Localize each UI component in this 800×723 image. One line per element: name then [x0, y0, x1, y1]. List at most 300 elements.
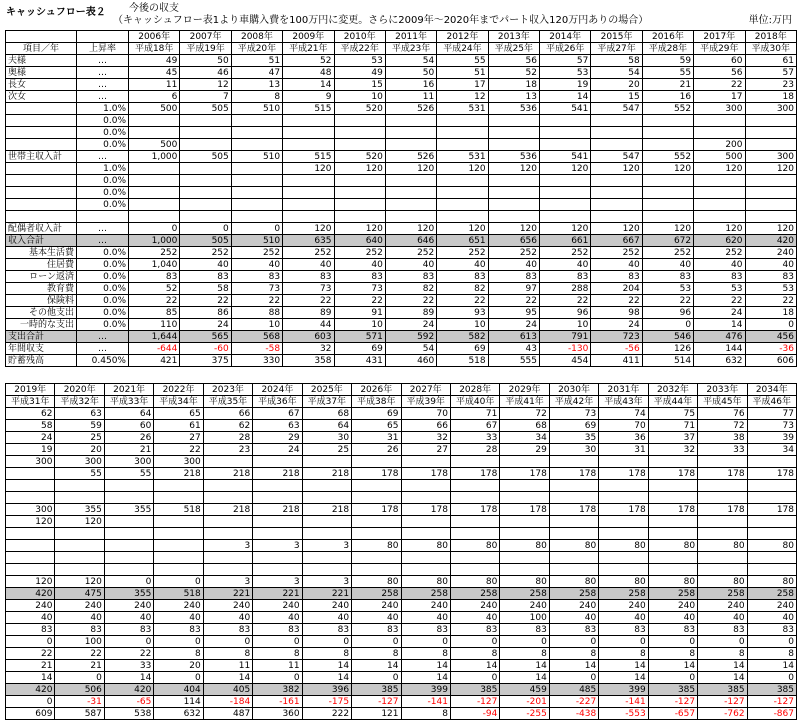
value-cell	[253, 564, 302, 576]
value-cell: 0	[6, 696, 55, 708]
value-cell: 80	[352, 540, 401, 552]
value-cell: 91	[334, 307, 385, 319]
value-cell: 65	[352, 420, 401, 432]
value-cell: 56	[488, 55, 539, 67]
value-cell	[591, 187, 642, 199]
value-cell: 531	[437, 151, 488, 163]
value-cell: 40	[450, 612, 499, 624]
era-header: 平成32年	[55, 396, 104, 408]
value-cell: 40	[694, 259, 745, 271]
value-cell	[694, 175, 745, 187]
value-cell: 51	[231, 55, 282, 67]
value-cell: 96	[540, 307, 591, 319]
value-cell: -130	[540, 343, 591, 355]
value-cell: 40	[6, 612, 55, 624]
value-cell: 0	[231, 223, 282, 235]
value-cell: 252	[180, 247, 231, 259]
value-cell	[55, 480, 104, 492]
value-cell: 552	[642, 103, 693, 115]
value-cell	[694, 127, 745, 139]
value-cell: 456	[745, 331, 797, 343]
value-cell: 40	[180, 259, 231, 271]
value-cell: 24	[6, 432, 55, 444]
value-cell	[302, 456, 351, 468]
value-cell: 20	[154, 660, 203, 672]
value-cell	[450, 480, 499, 492]
value-cell: 0	[401, 636, 450, 648]
row-label: 基本生活費	[6, 247, 77, 259]
value-cell: 505	[180, 103, 231, 115]
value-cell: 14	[698, 660, 747, 672]
row-label: 長女	[6, 79, 77, 91]
value-cell	[180, 163, 231, 175]
year-header: 2021年	[104, 384, 153, 396]
sheet-title: キャッシュフロー表２	[6, 7, 106, 18]
value-cell: 252	[129, 247, 180, 259]
value-cell: 632	[694, 355, 745, 367]
table-row	[6, 175, 797, 187]
year-header: 2033年	[698, 384, 747, 396]
value-cell: 13	[488, 91, 539, 103]
value-cell: 24	[591, 319, 642, 331]
table-row	[6, 588, 797, 600]
value-cell	[488, 115, 539, 127]
value-cell: 603	[283, 331, 334, 343]
era-header: 平成35年	[203, 396, 252, 408]
row-label	[6, 163, 77, 175]
value-cell: 0	[450, 636, 499, 648]
lower-year-row	[6, 384, 797, 396]
rate-cell: …	[77, 67, 129, 79]
value-cell: 656	[488, 235, 539, 247]
value-cell	[253, 480, 302, 492]
table-row	[6, 672, 797, 684]
era-header: 平成36年	[253, 396, 302, 408]
value-cell	[104, 564, 153, 576]
value-cell: 252	[231, 247, 282, 259]
value-cell: 44	[283, 319, 334, 331]
row-label: 夫様	[6, 55, 77, 67]
value-cell: 120	[694, 163, 745, 175]
era-header: 平成19年	[180, 43, 231, 55]
value-cell: 536	[488, 103, 539, 115]
table-row	[6, 480, 797, 492]
value-cell: 221	[253, 588, 302, 600]
value-cell: 218	[302, 468, 351, 480]
value-cell: 73	[334, 283, 385, 295]
value-cell	[549, 480, 598, 492]
value-cell: 218	[253, 468, 302, 480]
value-cell	[648, 552, 697, 564]
value-cell: 385	[747, 684, 796, 696]
value-cell	[648, 564, 697, 576]
value-cell	[488, 187, 539, 199]
value-cell	[104, 552, 153, 564]
value-cell: 54	[591, 67, 642, 79]
value-cell: 66	[203, 408, 252, 420]
value-cell: 546	[642, 331, 693, 343]
era-header: 平成38年	[352, 396, 401, 408]
value-cell: 40	[599, 612, 648, 624]
value-cell	[747, 456, 796, 468]
value-cell	[104, 516, 153, 528]
value-cell: 6	[129, 91, 180, 103]
year-header: 2020年	[55, 384, 104, 396]
value-cell	[334, 199, 385, 211]
value-cell: 300	[55, 456, 104, 468]
value-cell: 40	[385, 259, 436, 271]
value-cell: -438	[549, 708, 598, 720]
value-cell: 240	[104, 600, 153, 612]
value-cell: 58	[6, 420, 55, 432]
value-cell: 57	[745, 67, 797, 79]
value-cell	[500, 492, 549, 504]
value-cell: 22	[231, 295, 282, 307]
era-header: 平成24年	[437, 43, 488, 55]
value-cell: 500	[694, 151, 745, 163]
table-row	[6, 516, 797, 528]
value-cell: 0	[747, 672, 796, 684]
era-header: 平成44年	[648, 396, 697, 408]
value-cell	[334, 127, 385, 139]
value-cell: 178	[352, 504, 401, 516]
value-cell	[698, 516, 747, 528]
value-cell	[6, 492, 55, 504]
value-cell: 0	[747, 636, 796, 648]
value-cell	[540, 187, 591, 199]
value-cell	[104, 528, 153, 540]
value-cell: 50	[385, 67, 436, 79]
value-cell	[401, 528, 450, 540]
value-cell: 178	[698, 468, 747, 480]
value-cell: 14	[302, 660, 351, 672]
table-row	[6, 91, 797, 103]
value-cell: 83	[642, 271, 693, 283]
value-cell: 80	[450, 540, 499, 552]
value-cell: 53	[642, 283, 693, 295]
value-cell: 21	[55, 660, 104, 672]
value-cell: 258	[401, 588, 450, 600]
value-cell: 178	[747, 504, 796, 516]
value-cell: 24	[488, 319, 539, 331]
year-header: 2027年	[401, 384, 450, 396]
value-cell	[231, 187, 282, 199]
value-cell: 640	[334, 235, 385, 247]
value-cell	[129, 175, 180, 187]
value-cell: 587	[55, 708, 104, 720]
value-cell: 0	[352, 672, 401, 684]
value-cell: 288	[540, 283, 591, 295]
value-cell: 40	[401, 612, 450, 624]
value-cell: 21	[104, 444, 153, 456]
value-cell: 8	[599, 648, 648, 660]
value-cell: 515	[283, 103, 334, 115]
table-row	[6, 259, 797, 271]
value-cell: 53	[540, 67, 591, 79]
value-cell	[745, 175, 797, 187]
value-cell: 14	[283, 79, 334, 91]
value-cell	[129, 211, 180, 223]
value-cell: 120	[385, 163, 436, 175]
value-cell: 355	[104, 504, 153, 516]
value-cell	[599, 552, 648, 564]
value-cell	[231, 127, 282, 139]
value-cell: 240	[302, 600, 351, 612]
value-cell: 120	[334, 163, 385, 175]
value-cell: 83	[747, 624, 796, 636]
rate-cell: …	[77, 235, 129, 247]
value-cell: 399	[401, 684, 450, 696]
value-cell: 405	[203, 684, 252, 696]
row-label	[6, 139, 77, 151]
value-cell: 420	[745, 235, 797, 247]
value-cell: 8	[231, 91, 282, 103]
value-cell	[745, 139, 797, 151]
rate-cell: 1.0%	[77, 103, 129, 115]
value-cell	[450, 528, 499, 540]
value-cell	[104, 540, 153, 552]
era-header: 平成23年	[385, 43, 436, 55]
table-row	[6, 199, 797, 211]
value-cell	[352, 492, 401, 504]
value-cell: 23	[203, 444, 252, 456]
value-cell: 252	[334, 247, 385, 259]
value-cell: -201	[500, 696, 549, 708]
value-cell	[500, 552, 549, 564]
unit-label: 単位:万円	[748, 15, 792, 26]
value-cell: 221	[203, 588, 252, 600]
value-cell: 63	[253, 420, 302, 432]
value-cell: 613	[488, 331, 539, 343]
value-cell	[180, 211, 231, 223]
table-row	[6, 187, 797, 199]
value-cell	[591, 115, 642, 127]
year-header: 2014年	[540, 31, 591, 43]
value-cell: 28	[450, 444, 499, 456]
year-header: 2009年	[283, 31, 334, 43]
value-cell: 1,000	[129, 235, 180, 247]
value-cell: 83	[549, 624, 598, 636]
value-cell: 80	[549, 540, 598, 552]
value-cell: 14	[104, 672, 153, 684]
value-cell: 22	[694, 79, 745, 91]
value-cell: 68	[302, 408, 351, 420]
value-cell: 120	[334, 223, 385, 235]
value-cell: 0	[648, 672, 697, 684]
value-cell	[104, 492, 153, 504]
value-cell: 218	[154, 468, 203, 480]
value-cell: 22	[6, 648, 55, 660]
value-cell: 120	[283, 163, 334, 175]
value-cell	[549, 492, 598, 504]
value-cell	[694, 115, 745, 127]
value-cell: 240	[352, 600, 401, 612]
value-cell: 40	[642, 259, 693, 271]
value-cell	[549, 564, 598, 576]
value-cell: -553	[599, 708, 648, 720]
label-header: 項目／年	[6, 43, 77, 55]
value-cell: 40	[747, 612, 796, 624]
value-cell: 15	[591, 91, 642, 103]
value-cell	[540, 199, 591, 211]
year-header: 2012年	[437, 31, 488, 43]
value-cell: 100	[500, 612, 549, 624]
value-cell: 0	[599, 636, 648, 648]
value-cell: 514	[642, 355, 693, 367]
value-cell: 120	[642, 223, 693, 235]
value-cell: 17	[437, 79, 488, 91]
value-cell: 40	[745, 259, 797, 271]
value-cell: 500	[129, 103, 180, 115]
value-cell: 40	[253, 612, 302, 624]
value-cell	[648, 516, 697, 528]
value-cell	[334, 175, 385, 187]
value-cell: 69	[437, 343, 488, 355]
value-cell: 98	[591, 307, 642, 319]
value-cell: 571	[334, 331, 385, 343]
value-cell: 80	[648, 576, 697, 588]
value-cell	[698, 528, 747, 540]
value-cell: 83	[231, 271, 282, 283]
value-cell: 258	[500, 588, 549, 600]
table-row	[6, 115, 797, 127]
value-cell: 120	[488, 223, 539, 235]
value-cell: 32	[283, 343, 334, 355]
value-cell: 178	[698, 504, 747, 516]
value-cell: 54	[385, 343, 436, 355]
value-cell: 70	[401, 408, 450, 420]
value-cell: 88	[231, 307, 282, 319]
table-row	[6, 420, 797, 432]
value-cell: 3	[203, 576, 252, 588]
table-row	[6, 456, 797, 468]
value-cell	[203, 564, 252, 576]
table-row	[6, 283, 797, 295]
value-cell: 300	[694, 103, 745, 115]
value-cell: 723	[591, 331, 642, 343]
value-cell: 40	[231, 259, 282, 271]
value-cell: 300	[745, 151, 797, 163]
value-cell	[549, 528, 598, 540]
value-cell	[352, 516, 401, 528]
value-cell: 476	[694, 331, 745, 343]
era-header: 平成46年	[747, 396, 796, 408]
value-cell: 24	[253, 444, 302, 456]
value-cell: 17	[694, 91, 745, 103]
rate-cell: …	[77, 223, 129, 235]
table-row	[6, 468, 797, 480]
value-cell: 34	[747, 444, 796, 456]
value-cell: 52	[488, 67, 539, 79]
value-cell	[540, 115, 591, 127]
value-cell: 72	[698, 420, 747, 432]
value-cell: 80	[401, 576, 450, 588]
row-label	[6, 103, 77, 115]
value-cell: 120	[385, 223, 436, 235]
value-cell: 83	[500, 624, 549, 636]
value-cell: 10	[437, 319, 488, 331]
value-cell	[203, 456, 252, 468]
value-cell: 11	[385, 91, 436, 103]
value-cell	[385, 115, 436, 127]
value-cell	[253, 456, 302, 468]
value-cell: 1,000	[129, 151, 180, 163]
value-cell: 25	[302, 444, 351, 456]
era-header: 平成39年	[401, 396, 450, 408]
table-row	[6, 408, 797, 420]
cashflow-table-lower	[5, 383, 797, 720]
value-cell: 552	[642, 151, 693, 163]
value-cell: 53	[694, 283, 745, 295]
value-cell	[231, 211, 282, 223]
value-cell	[55, 528, 104, 540]
value-cell: 221	[302, 588, 351, 600]
value-cell: -227	[549, 696, 598, 708]
value-cell: 83	[302, 624, 351, 636]
value-cell: 49	[129, 55, 180, 67]
rate-cell: 0.0%	[77, 187, 129, 199]
value-cell: 300	[6, 456, 55, 468]
era-header: 平成25年	[488, 43, 539, 55]
value-cell: 218	[253, 504, 302, 516]
year-header: 2026年	[352, 384, 401, 396]
value-cell: 40	[698, 612, 747, 624]
value-cell: -60	[180, 343, 231, 355]
row-label: 一時的な支出	[6, 319, 77, 331]
rate-cell: 0.0%	[77, 319, 129, 331]
value-cell: 0	[698, 636, 747, 648]
table-row	[6, 648, 797, 660]
value-cell	[334, 115, 385, 127]
row-label	[6, 199, 77, 211]
value-cell: 22	[55, 648, 104, 660]
value-cell: 13	[231, 79, 282, 91]
table-row	[6, 211, 797, 223]
value-cell	[302, 492, 351, 504]
value-cell: 487	[203, 708, 252, 720]
value-cell	[745, 127, 797, 139]
value-cell: 40	[591, 259, 642, 271]
year-header: 2025年	[302, 384, 351, 396]
value-cell: 120	[55, 516, 104, 528]
value-cell: 37	[648, 432, 697, 444]
value-cell	[591, 127, 642, 139]
value-cell: 120	[283, 223, 334, 235]
value-cell: 75	[648, 408, 697, 420]
value-cell	[180, 127, 231, 139]
value-cell: 22	[488, 295, 539, 307]
table-row	[6, 271, 797, 283]
value-cell	[401, 456, 450, 468]
table-row	[6, 79, 797, 91]
value-cell: 240	[401, 600, 450, 612]
value-cell: 538	[104, 708, 153, 720]
value-cell: 661	[540, 235, 591, 247]
value-cell: 48	[283, 67, 334, 79]
value-cell: 22	[437, 295, 488, 307]
value-cell	[283, 211, 334, 223]
value-cell: 22	[385, 295, 436, 307]
value-cell: -141	[401, 696, 450, 708]
value-cell: 34	[500, 432, 549, 444]
value-cell: 531	[437, 103, 488, 115]
value-cell	[352, 480, 401, 492]
value-cell: 83	[648, 624, 697, 636]
value-cell: 520	[334, 151, 385, 163]
value-cell: 120	[540, 163, 591, 175]
year-header: 2017年	[694, 31, 745, 43]
value-cell	[302, 564, 351, 576]
